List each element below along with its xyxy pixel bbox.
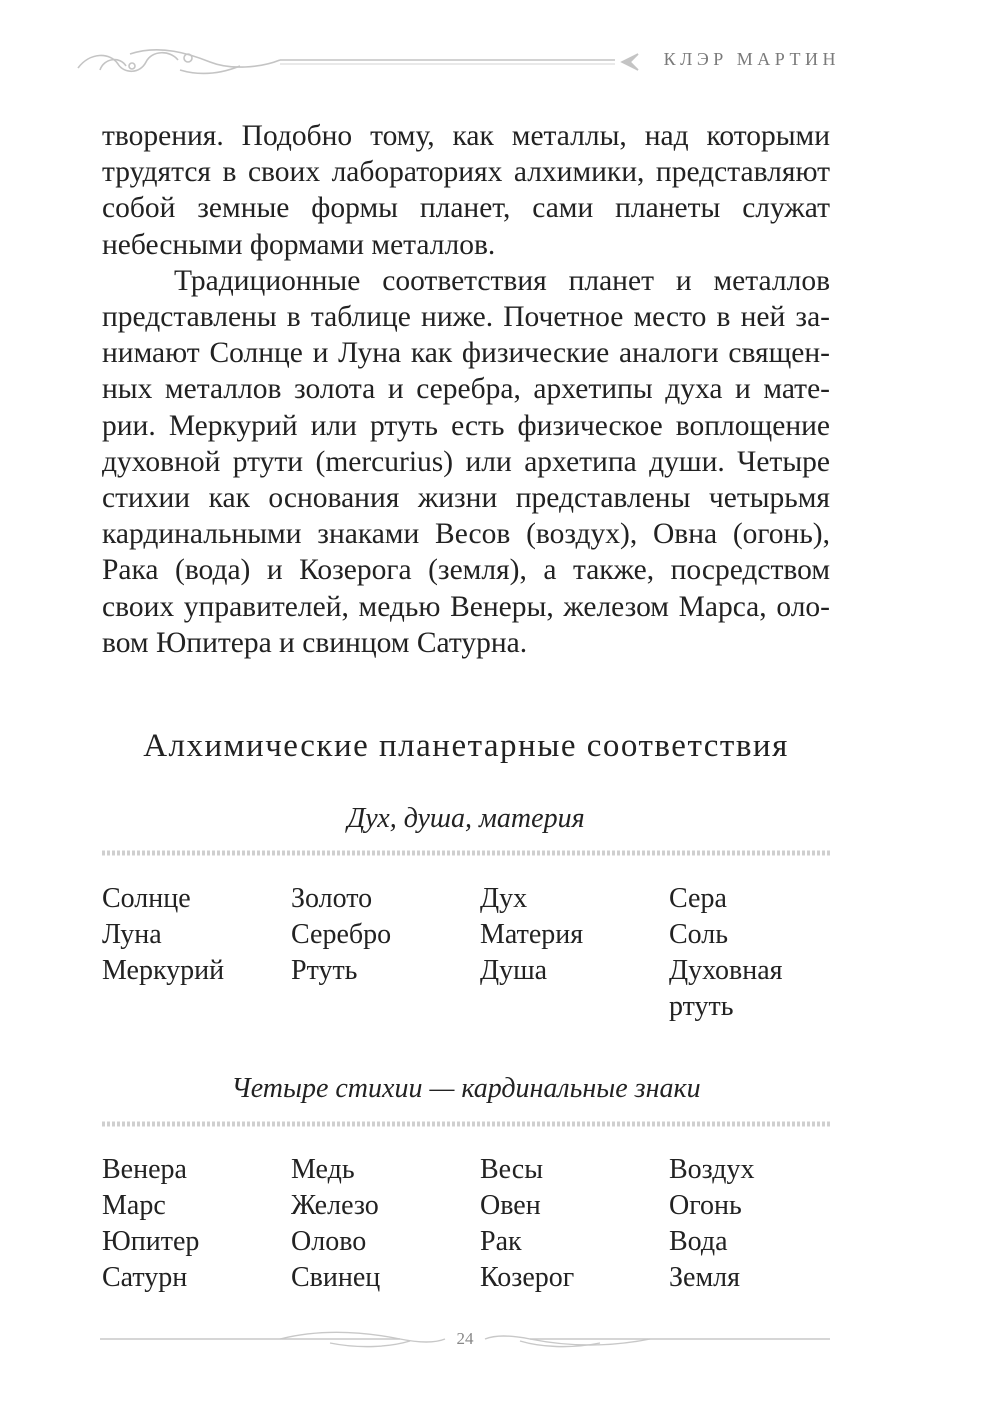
table-cell: Меркурий: [102, 955, 225, 986]
page-header: [70, 40, 840, 80]
table-cell: Венера: [102, 1154, 187, 1185]
running-head: КЛЭР МАРТИН: [663, 49, 840, 69]
table-cell: Огонь: [669, 1190, 742, 1221]
table-row: [102, 1188, 830, 1224]
table-cell: Медь: [291, 1154, 355, 1185]
page-footer: [100, 1325, 830, 1355]
page-number: 24: [456, 1329, 474, 1348]
table-cell: Духовная: [669, 955, 783, 986]
table-row: [102, 917, 830, 953]
table-cell: Луна: [102, 919, 162, 950]
table-cell: Юпитер: [102, 1226, 200, 1257]
table-cell: Душа: [480, 955, 548, 986]
table-cell: Воздух: [669, 1154, 755, 1185]
table-cell: Соль: [669, 919, 729, 950]
table-row: [102, 1224, 830, 1260]
table-title: Алхимические планетарные соответствия: [143, 728, 789, 764]
body-text: [102, 118, 830, 661]
table-row: [102, 1260, 830, 1296]
paragraph: творения. Подобно тому, как металлы, над которыми трудятся в своих лабораториях алхимики, представляют собой земные формы планет, сами планеты служат небесными формами металлов.: [102, 120, 830, 261]
table-cell: [102, 989, 291, 1025]
section-heading: Дух, душа, материя: [347, 803, 585, 834]
table-cell: Дух: [480, 883, 528, 914]
table-cell: Весы: [480, 1154, 544, 1185]
table-cell: Вода: [669, 1226, 728, 1257]
decorative-divider: [102, 849, 830, 857]
table-cell: Рак: [480, 1226, 522, 1257]
table-cell: Солнце: [102, 883, 191, 914]
correspondence-table-spirit: [102, 881, 830, 1025]
table-row: [102, 989, 830, 1025]
table-row: [102, 953, 830, 989]
table-cell: Земля: [669, 1262, 741, 1293]
table-cell: Овен: [480, 1190, 541, 1221]
table-cell: ртуть: [669, 991, 734, 1022]
table-cell: Золото: [291, 883, 373, 914]
table-cell: Свинец: [291, 1262, 381, 1293]
table-cell: Материя: [480, 919, 584, 950]
table-cell: Серебро: [291, 919, 392, 950]
paragraph: Традиционные соответствия планет и металлов представлены в таблице ниже. Почетное место в ней занимают Солнце и Луна как физические аналоги священных металлов золота и серебра, архетипы духа и материи. Меркурий или ртуть есть физическое воплощение духовной ртути (mercurius) или архетипа души. Четыре стихии как основания жизни представлены четырьмя кардинальными знаками Весов (воздух), Овна (огонь), Рака (вода) и Козерога (земля), а также, посредством своих управителей, медью Венеры, железом Марса, оловом Юпитера и свинцом Сатурна.: [102, 264, 830, 659]
table-cell: Козерог: [480, 1262, 575, 1293]
table-row: [102, 1152, 830, 1188]
table-cell: Сера: [669, 883, 727, 914]
table-cell: [480, 989, 669, 1025]
table-cell: Марс: [102, 1190, 166, 1221]
decorative-divider: [102, 1120, 830, 1128]
table-cell: Сатурн: [102, 1262, 188, 1293]
table-cell: Железо: [291, 1190, 379, 1221]
correspondence-table-elements: [102, 1152, 830, 1296]
table-row: [102, 881, 830, 917]
section-heading: Четыре стихии — кардинальные знаки: [231, 1073, 701, 1104]
table-cell: Ртуть: [291, 955, 358, 986]
table-cell: Олово: [291, 1226, 367, 1257]
table-cell: [291, 989, 480, 1025]
